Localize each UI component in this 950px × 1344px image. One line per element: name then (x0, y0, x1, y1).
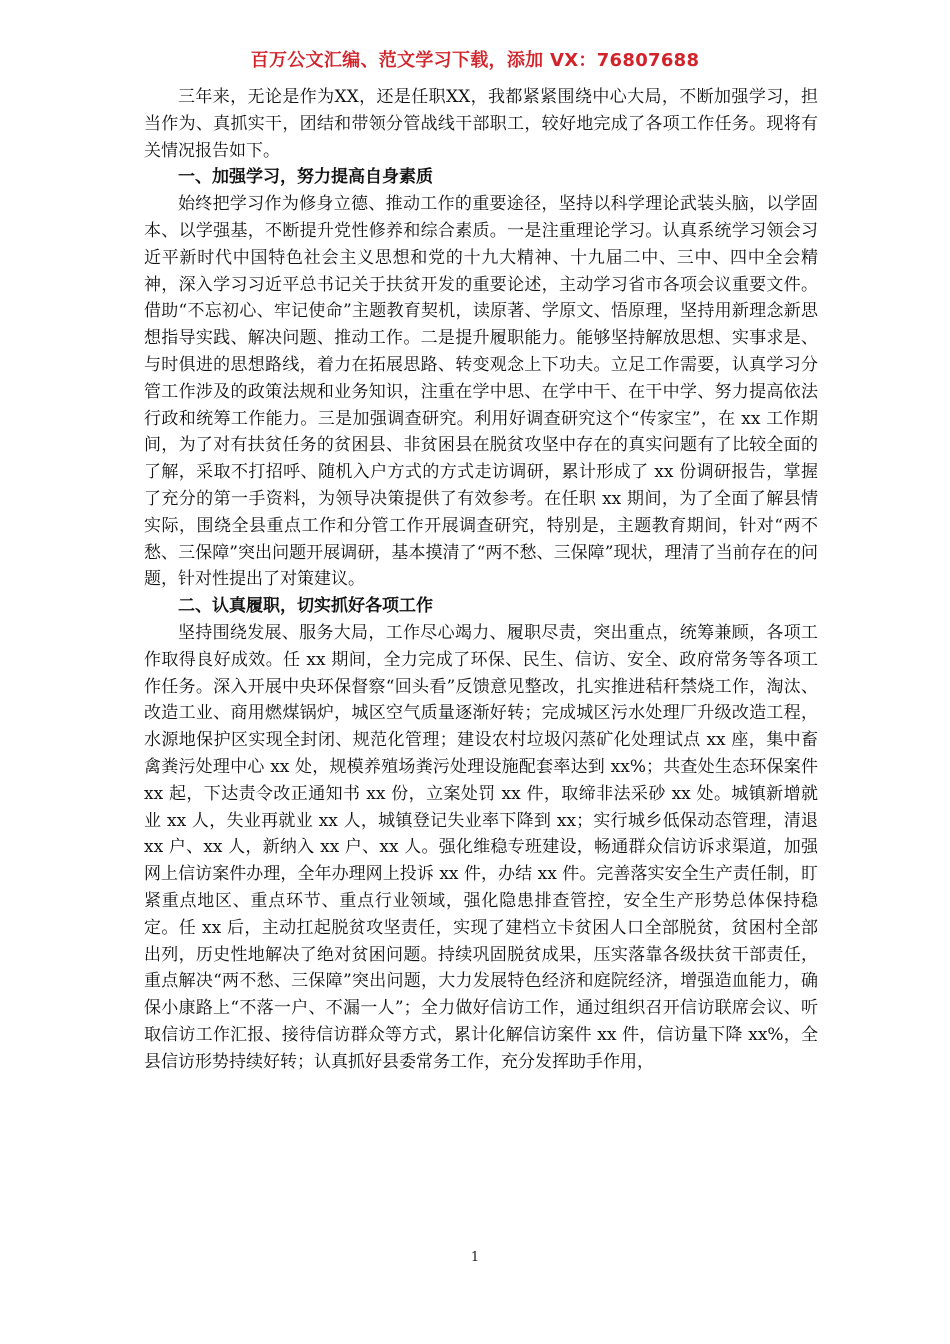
section-2-paragraph: 坚持围绕发展、服务大局，工作尽心竭力、履职尽责，突出重点，统筹兼顾，各项工作取得良好成效。任 xx 期间，全力完成了环保、民生、信访、安全、政府常务等各项工作任务。深入开展中央环保督察“回头看”反馈意见整改，扎实推进秸秆禁烧工作，淘汰、改造工业、商用燃煤锅炉，城区空气质量逐渐好转；完成城区污水处理厂升级改造工程，水源地保护区实现全封闭、规范化管理；建设农村垃圾闪蒸矿化处理试点 xx 座，集中畜禽粪污处理中心 xx 处，规模养殖场粪污处理设施配套率达到 xx%；共查处生态环保案件 xx 起，下达责令改正通知书 xx 份，立案处罚 xx 件，取缔非法采砂 xx 处。城镇新增就业 xx 人，失业再就业 xx 人，城镇登记失业率下降到 xx；实行城乡低保动态管理，清退 xx 户、xx 人，新纳入 xx 户、xx 人。强化维稳专班建设，畅通群众信访诉求渠道，加强网上信访案件办理，全年办理网上投诉 xx 件，办结 xx 件。完善落实安全生产责任制，盯紧重点地区、重点环节、重点行业领域，强化隐患排查管控，安全生产形势总体保持稳定。任 xx 后，主动扛起脱贫攻坚责任，实现了建档立卡贫困人口全部脱贫，贫困村全部出列，历史性地解决了绝对贫困问题。持续巩固脱贫成果，压实落靠各级扶贫干部责任，重点解决“两不愁、三保障”突出问题，大力发展特色经济和庭院经济，增强造血能力，确保小康路上“不落一户、不漏一人”；全力做好信访工作，通过组织召开信访联席会议、听取信访工作汇报、接待信访群众等方式，累计化解信访案件 xx 件，信访量下降 xx%，全县信访形势持续好转；认真抓好县委常务工作，充分发挥助手作用， (144, 622, 818, 1072)
section-heading-1: 一、加强学习，努力提高自身素质 (178, 167, 433, 188)
page-number: 1 (470, 1250, 480, 1265)
promo-banner: 百万公文汇编、范文学习下载，添加 VX：76807688 (250, 50, 700, 71)
report-body (144, 84, 818, 1075)
section-heading-2: 二、认真履职，切实抓好各项工作 (178, 596, 433, 617)
section-1-paragraph: 始终把学习作为修身立德、推动工作的重要途径，坚持以科学理论武装头脑，以学固本、以学强基，不断提升党性修养和综合素质。一是注重理论学习。认真系统学习领会习近平新时代中国特色社会主义思想和党的十九大精神、十九届二中、三中、四中全会精神，深入学习习近平总书记关于扶贫开发的重要论述，主动学习省市各项会议重要文件。借助“不忘初心、牢记使命”主题教育契机，读原著、学原文、悟原理，坚持用新理念新思想指导实践、解决问题、推动工作。二是提升履职能力。能够坚持解放思想、实事求是、与时俱进的思想路线，着力在拓展思路、转变观念上下功夫。立足工作需要，认真学习分管工作涉及的政策法规和业务知识，注重在学中思、在学中干、在干中学、努力提高依法行政和统筹工作能力。三是加强调查研究。利用好调查研究这个“传家宝”，在 xx 工作期间，为了对有扶贫任务的贫困县、非贫困县在脱贫攻坚中存在的真实问题有了比较全面的了解，采取不打招呼、随机入户方式的方式走访调研，累计形成了 xx 份调研报告，掌握了充分的第一手资料，为领导决策提供了有效参考。在任职 xx 期间，为了全面了解县情实际，围绕全县重点工作和分管工作开展调查研究，特别是，主题教育期间，针对“两不愁、三保障”突出问题开展调研，基本摸清了“两不愁、三保障”现状，理清了当前存在的问题，针对性提出了对策建议。 (144, 194, 818, 590)
intro-paragraph: 三年来，无论是作为XX，还是任职XX，我都紧紧围绕中心大局，不断加强学习，担当作为、真抓实干，团结和带领分管战线干部职工，较好地完成了各项工作任务。现将有关情况报告如下。 (144, 87, 818, 161)
